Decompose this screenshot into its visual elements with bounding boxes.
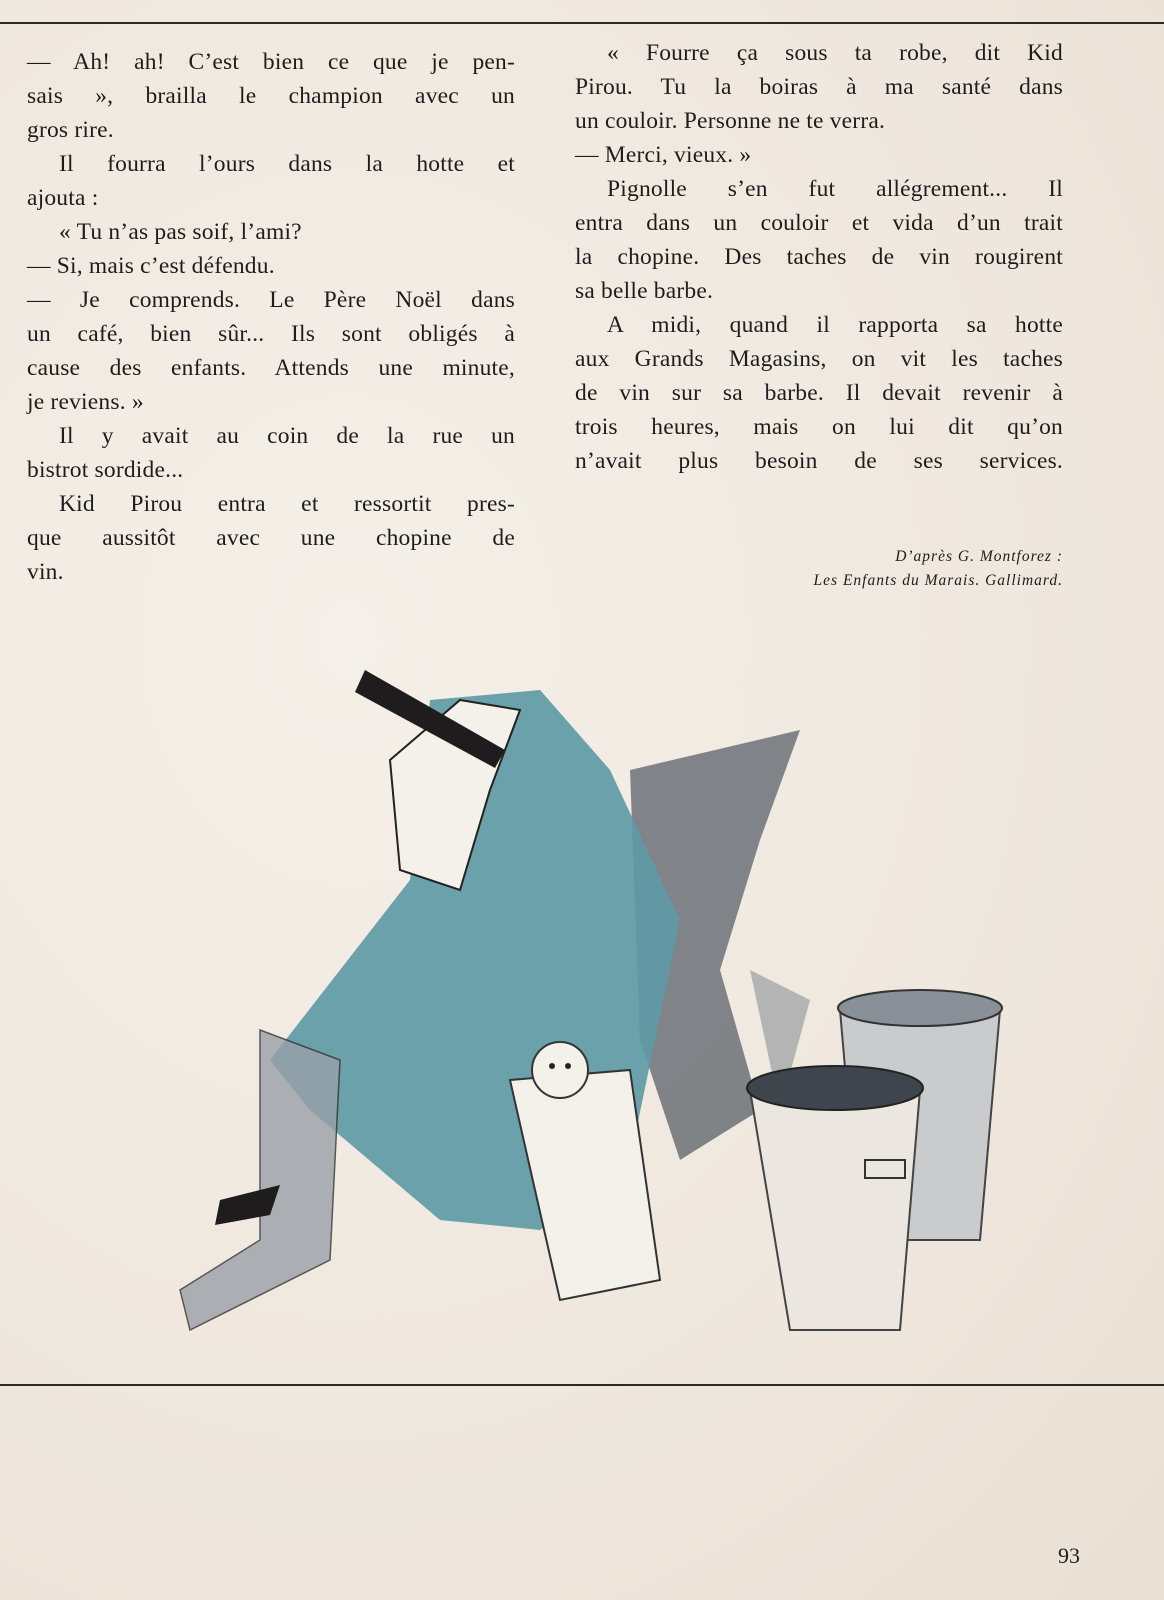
right-column [575, 36, 1063, 478]
text-line: aux Grands Magasins, on vit les taches [575, 346, 1063, 372]
credit-book: Les Enfants du Marais. Gallimard. [813, 572, 1063, 589]
top-rule [0, 22, 1164, 24]
text-line: la chopine. Des taches de vin rougirent [575, 244, 1063, 270]
text-line: entra dans un couloir et vida d’un trait [575, 210, 1063, 236]
text-line: je reviens. » [27, 389, 144, 415]
text-line: — Je comprends. Le Père Noël dans [27, 287, 515, 313]
text-line: Pignolle s’en fut allégrement... Il [607, 176, 1063, 202]
source-credit [814, 545, 1063, 593]
text-line: « Tu n’as pas soif, l’ami? [59, 219, 302, 245]
text-line: de vin sur sa barbe. Il devait revenir à [575, 380, 1063, 406]
page-number: 93 [1058, 1543, 1080, 1568]
text-line: A midi, quand il rapporta sa hotte [607, 312, 1063, 338]
left-column [27, 45, 515, 589]
text-line: ajouta : [27, 185, 99, 211]
text-line: « Fourre ça sous ta robe, dit Kid [607, 40, 1063, 66]
text-line: un couloir. Personne ne te verra. [575, 108, 886, 134]
text-line: gros rire. [27, 117, 114, 143]
text-line: Kid Pirou entra et ressortit pres- [59, 491, 515, 517]
text-line: que aussitôt avec une chopine de [27, 525, 515, 551]
santa-legs [180, 1030, 340, 1330]
text-line: — Si, mais c’est défendu. [27, 253, 275, 279]
text-line: sa belle barbe. [575, 278, 714, 304]
text-line: Pirou. Tu la boiras à ma santé dans [575, 74, 1063, 100]
text-line: trois heures, mais on lui dit qu’on [575, 414, 1063, 440]
text-line: bistrot sordide... [27, 457, 184, 483]
text-line: un café, bien sûr... Ils sont obligés à [27, 321, 515, 347]
text-line: Il fourra l’ours dans la hotte et [59, 151, 515, 177]
text-line: n’avait plus besoin de ses services. [575, 448, 1063, 474]
text-line: vin. [27, 559, 64, 585]
bottom-rule [0, 1384, 1164, 1386]
text-line: — Merci, vieux. » [575, 142, 752, 168]
text-line: sais », brailla le champion avec un [27, 83, 515, 109]
text-line: cause des enfants. Attends une minute, [27, 355, 515, 381]
text-line: — Ah! ah! C’est bien ce que je pen- [27, 49, 515, 75]
illustration-santa-drinking [160, 640, 1040, 1360]
credit-author: D’après G. Montforez : [895, 548, 1063, 565]
text-line: Il y avait au coin de la rue un [59, 423, 515, 449]
